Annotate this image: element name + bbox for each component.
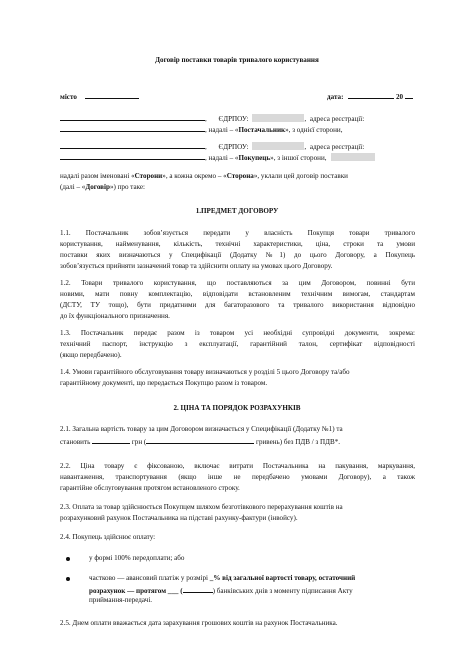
para-1-3-line: (якщо передбачено).: [60, 351, 122, 359]
party2-edrpou-field: [252, 142, 304, 150]
para-1-3-line: технічний паспорт, інструкцію з експлуатації, гарантійний талон, сертифікат відповідності: [60, 340, 415, 348]
intro-term-side: Сторона: [226, 172, 254, 180]
intro-text-a: надалі разом іменовані «: [60, 172, 135, 180]
para-2-1-line: 2.1. Загальна вартість товару за цим Договором визначається у Специфікації (Додатку №1) та: [60, 425, 343, 433]
price-currency: грн (: [131, 438, 147, 446]
section1-heading: 1.ПРЕДМЕТ ДОГОВОРУ: [195, 207, 279, 215]
para-2-5: 2.5. Днем оплати вважається дата зарахування грошових коштів на рахунок Постачальника.: [60, 619, 338, 627]
bullet-partial-line1: [89, 574, 355, 583]
bullet-partial-line3: приймання-передачі.: [89, 596, 153, 604]
party2-edrpou-label: ЄДРПОУ:: [218, 143, 249, 151]
bullet-icon: [66, 557, 70, 561]
party1-role-suffix: », з однієї сторони,: [285, 126, 343, 134]
party2-highlight: [331, 153, 375, 161]
para-2-3-line: розрахунковий рахунок Постачальника на підставі рахунку-фактури (інвойсу).: [60, 514, 298, 522]
bullet-icon: [66, 577, 70, 581]
para-2-2-line: гарантійне обслуговування протягом встановленого строку.: [60, 484, 240, 492]
date-line: [327, 91, 413, 102]
intro-term-sides: Сторони: [134, 172, 163, 180]
para-1-1-line: користування, найменування, кількість, технічні характеристики, ціна, строки та умови: [60, 240, 415, 248]
intro-term-contract: Договір: [85, 183, 110, 191]
bullet-partial-text: частково — авансовий платіж у розмірі: [89, 574, 210, 582]
para-2-2-line: 2.2. Ціна товару є фіксованою, включає витрати Постачальника на пакування, маркування,: [60, 462, 415, 470]
bullet-term-text: ) банківських днів з моменту підписання Акту: [212, 587, 353, 595]
party1-address-label: адреса реєстрації:: [309, 115, 365, 123]
para-2-2-line: навантаження, транспортування (якщо інше не передбачено умовами Договору), а також: [60, 473, 415, 481]
party2-address-label: адреса реєстрації:: [309, 143, 365, 151]
para-2-3-line: 2.3. Оплата за товар здійснюється Покупцем шляхом безготівкового перерахування коштів на: [60, 503, 343, 511]
document-title: Договір поставки товарів тривалого користування: [155, 56, 319, 64]
para-1-3-line: 1.3. Постачальник передає разом із товаром усі необхідні супровідні документи, зокрема:: [60, 329, 415, 337]
party1-edrpou-field: [252, 114, 304, 122]
party1-line2: [60, 124, 342, 135]
bullet-term-bold: розрахунок — протягом ___ (: [89, 587, 183, 595]
party1-line1: , ЄДРПОУ: , адреса реєстрації:: [60, 113, 364, 124]
para-1-4-line: 1.4. Умови гарантійного обслуговування товару визначаються у розділі 5 цього Договору та/або: [60, 368, 350, 376]
price-label: становить: [60, 438, 91, 446]
price-blank: [92, 436, 130, 444]
bullet-partial-bold: _% від загальної вартості товару, остаточний: [209, 574, 356, 582]
intro-text-e: », уклали цей договір поставки: [253, 172, 348, 180]
party1-address-blank: [60, 124, 205, 132]
date-label: дата:: [327, 93, 344, 101]
party2-line2: [60, 152, 375, 163]
intro-text-l2a: (далі – «: [60, 183, 86, 191]
para-1-2-line: новими, мати повну комплектацію, відповідати встановленим технічним вимогам, стандартам: [60, 290, 415, 298]
year-blank: [405, 91, 413, 99]
intro-line1: [60, 172, 348, 181]
para-1-4-line: гарантійному документі, що передається Покупцю разом із товаром.: [60, 379, 268, 387]
para-1-1-line: зобов’язується прийняти зазначений товар та здійснити оплату на умовах цього Договору.: [60, 262, 333, 270]
price-words-blank: [146, 436, 254, 444]
party1-edrpou-label: ЄДРПОУ:: [218, 115, 249, 123]
para-1-2-line: 1.2. Товари тривалого користування, що поставляються за цим Договором, повинні бути: [60, 279, 415, 287]
intro-text-c: », а кожна окремо – «: [162, 172, 227, 180]
party2-role-prefix: , надалі – «: [205, 154, 239, 162]
para-1-2-line: (ДСТУ, ТУ тощо), бути придатними для багаторазового та тривалого використання відповідно: [60, 301, 415, 309]
party2-line1: , ЄДРПОУ: , адреса реєстрації:: [60, 141, 364, 152]
intro-text-l2c: ») про таке:: [109, 183, 146, 191]
price-vat: гривень) без ПДВ / з ПДВ*.: [256, 438, 341, 446]
para-2-4: 2.4. Покупець здійснює оплату:: [60, 533, 156, 541]
section2-heading: 2. ЦІНА ТА ПОРЯДОК РОЗРАХУНКІВ: [173, 404, 301, 412]
party2-role-suffix: », з іншої сторони,: [270, 154, 327, 162]
party2-role: Покупець: [238, 154, 271, 162]
bullet-prepayment: у формі 100% передоплати; або: [89, 554, 185, 562]
city-line: [60, 91, 139, 102]
para-2-1-line2: [60, 436, 340, 447]
intro-line2: [60, 183, 145, 192]
party2-name-blank: [60, 141, 205, 149]
days-blank: [183, 585, 213, 593]
city-blank: [85, 91, 139, 99]
para-1-1-line: поставки яких визначаються у Специфікації (Додатку №1) до цього Договору, а Покупець: [60, 251, 415, 259]
party2-address-blank: [60, 152, 205, 160]
para-1-2-line: до їх функціонального призначення.: [60, 312, 170, 320]
party1-name-blank: [60, 113, 205, 121]
date-blank: [348, 91, 394, 99]
date-year: 20: [396, 93, 404, 101]
city-label: місто: [60, 93, 77, 101]
bullet-partial-line2: [89, 585, 353, 596]
party1-role-prefix: , надалі – «: [205, 126, 239, 134]
party1-role: Постачальник: [238, 126, 286, 134]
para-1-1-line: 1.1. Постачальник зобов’язується передати у власність Покупця товари тривалого: [60, 229, 415, 237]
